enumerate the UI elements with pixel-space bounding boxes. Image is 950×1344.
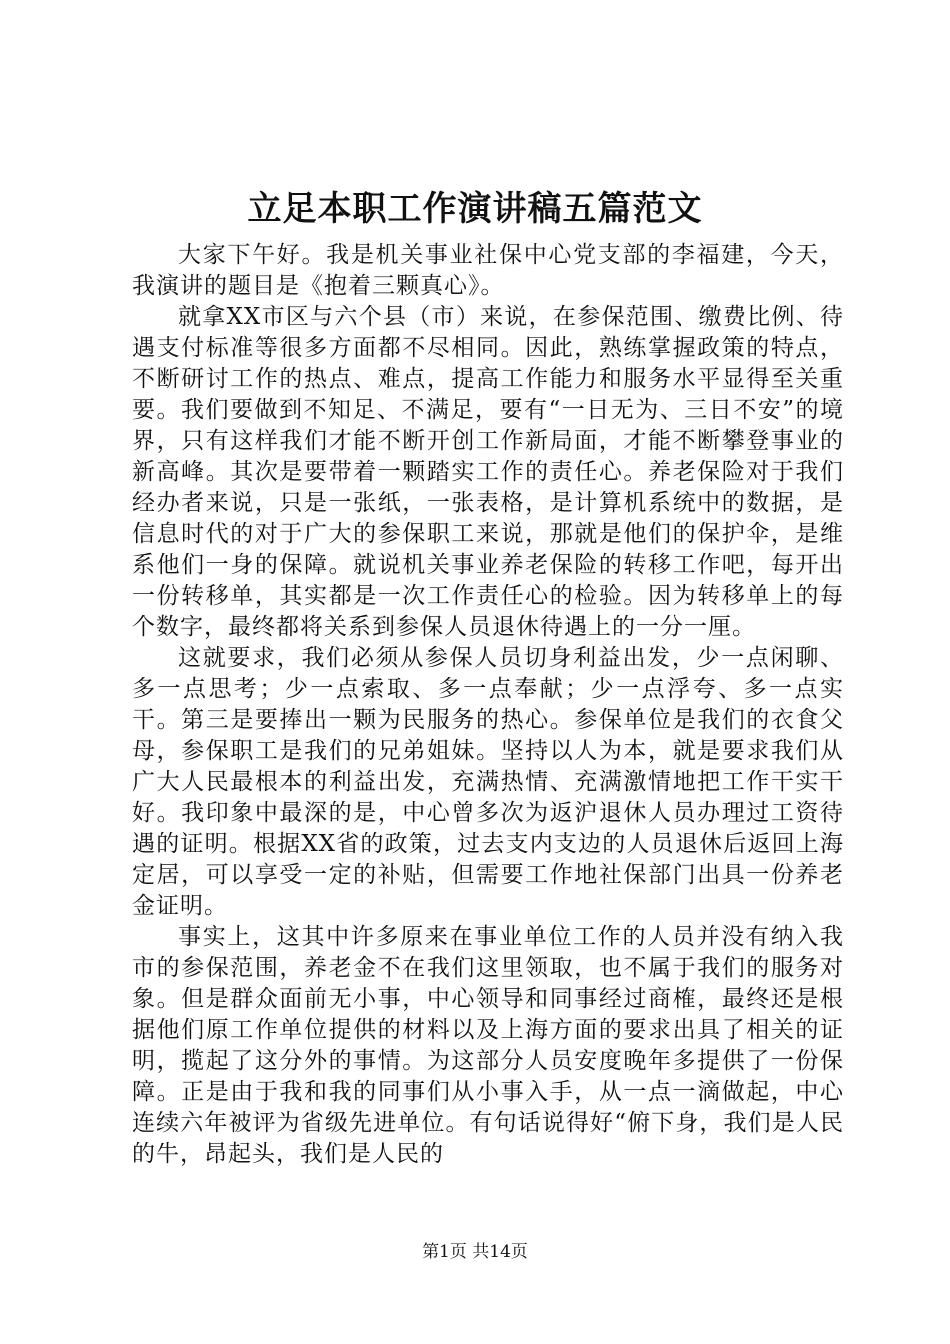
document-body — [132, 240, 844, 1170]
document-title: 立足本职工作演讲稿五篇范文 — [247, 189, 703, 229]
page-number-footer: 第1页 共14页 — [422, 1242, 528, 1262]
paragraph-3: 这就要求，我们必须从参保人员切身利益出发，少一点闲聊、多一点思考；少一点索取、多一点奉献；少一点浮夸、多一点实干。第三是要捧出一颗为民服务的热心。参保单位是我们的衣食父母，参保职工是我们的兄弟姐妹。坚持以人为本，就是要求我们从广大人民最根本的利益出发，充满热情、充满激情地把工作干实干好。我印象中最深的是，中心曾多次为返沪退休人员办理过工资待遇的证明。根据XX省的政策，过去支内支边的人员退休后返回上海定居，可以享受一定的补贴，但需要工作地社保部门出具一份养老金证明。 — [132, 645, 844, 919]
paragraph-2: 就拿XX市区与六个县（市）来说，在参保范围、缴费比例、待遇支付标准等很多方面都不尽相同。因此，熟练掌握政策的特点，不断研讨工作的热点、难点，提高工作能力和服务水平显得至关重要。我们要做到不知足、不满足，要有“一日无为、三日不安”的境界，只有这样我们才能不断开创工作新局面，才能不断攀登事业的新高峰。其次是要带着一颗踏实工作的责任心。养老保险对于我们经办者来说，只是一张纸，一张表格，是计算机系统中的数据，是信息时代的对于广大的参保职工来说，那就是他们的保护伞，是维系他们一身的保障。就说机关事业养老保险的转移工作吧，每开出一份转移单，其实都是一次工作责任心的检验。因为转移单上的每个数字，最终都将关系到参保人员退休待遇上的一分一厘。 — [132, 304, 844, 640]
paragraph-4: 事实上，这其中许多原来在事业单位工作的人员并没有纳入我市的参保范围，养老金不在我们这里领取，也不属于我们的服务对象。但是群众面前无小事，中心领导和同事经过商榷，最终还是根据他们原工作单位提供的材料以及上海方面的要求出具了相关的证明，揽起了这分外的事情。为这部分人员安度晚年多提供了一份保障。正是由于我和我的同事们从小事入手，从一点一滴做起，中心连续六年被评为省级先进单位。有句话说得好“俯下身，我们是人民的牛，昂起头，我们是人民的 — [132, 924, 844, 1167]
paragraph-1: 大家下午好。我是机关事业社保中心党支部的李福建，今天，我演讲的题目是《抱着三颗真心》。 — [132, 242, 844, 299]
